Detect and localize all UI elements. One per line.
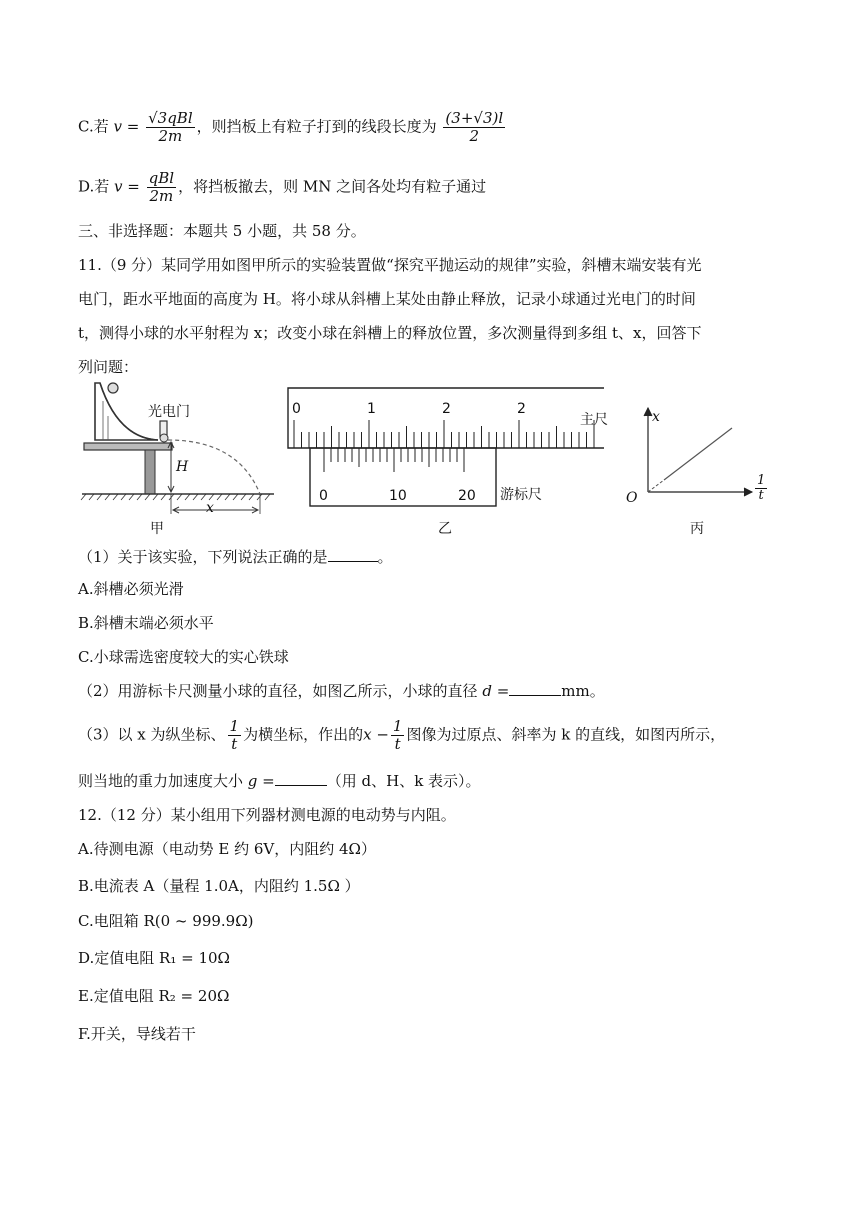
caption-jia: 甲 — [150, 521, 164, 537]
q12-item-f: F.开关，导线若干 — [78, 1025, 196, 1043]
option-c: C.若 v = $\frac{\text{√3qBl}}{2m}$ ，则挡板上有粒子打到的线段长度为 $\frac{(3+√3)l}{2}$ — [78, 109, 504, 145]
q11-option-a: A.斜槽必须光滑 — [78, 580, 184, 598]
q11-part3-line2: 则当地的重力加速度大小 g = （用 d、H、k 表示）。 — [78, 772, 481, 790]
q12-item-d: D.定值电阻 R₁ = 10Ω — [78, 949, 230, 967]
fraction-v-c: $\frac{\text{√3qBl}}{2m}$ — [148, 109, 193, 145]
section-heading: 三、非选择题：本题共 5 小题，共 58 分。 — [78, 222, 366, 240]
vernier-num-10: 10 — [389, 488, 407, 504]
q12-item-c: C.电阻箱 R(0 ~ 999.9Ω) — [78, 912, 254, 930]
option-d: D.若 v = $\frac{\text{qBl}}{2m}$ ，将挡板撤去，则 MN 之间各处均有粒子通过 — [78, 169, 487, 205]
main-num-1: 1 — [367, 401, 376, 417]
q11-option-b: B.斜槽末端必须水平 — [78, 614, 214, 632]
figure-jia — [78, 376, 278, 536]
fit-line — [664, 428, 732, 480]
figure-bing — [630, 400, 770, 510]
q11-option-c: C.小球需选密度较大的实心铁球 — [78, 648, 289, 666]
q12-item-b: B.电流表 A（量程 1.0A，内阻约 1.5Ω ） — [78, 877, 360, 895]
fraction-length: $\frac{(3+√3)l}{2}$ — [445, 109, 504, 145]
vernier-num-20: 20 — [458, 488, 476, 504]
graph-origin: O — [626, 490, 638, 506]
q12-item-a: A.待测电源（电动势 E 约 6V，内阻约 4Ω） — [78, 840, 376, 858]
main-num-2: 2 — [442, 401, 451, 417]
fraction-1-over-t: $\frac{1}{t}$ — [229, 717, 240, 753]
graph-x-label: 1 t — [757, 473, 766, 503]
q11-line2: 电门，距水平地面的高度为 H。将小球从斜槽上某处由静止释放，记录小球通过光电门的时间 — [78, 290, 696, 308]
vernier-num-0: 0 — [319, 488, 328, 504]
height-label: H — [176, 459, 189, 475]
range-label: x — [206, 500, 214, 516]
vernier-label: 游标尺 — [500, 487, 542, 503]
q11-part1: （1）关于该实验，下列说法正确的是 。 — [78, 548, 393, 566]
answer-blank-3[interactable] — [275, 771, 327, 786]
fraction-v-d: $\frac{\text{qBl}}{2m}$ — [148, 169, 175, 205]
main-scale-label: 主尺 — [580, 412, 608, 428]
answer-blank-2[interactable] — [509, 681, 561, 696]
q11-part2: （2）用游标卡尺测量小球的直径，如图乙所示，小球的直径 d = mm。 — [78, 682, 605, 700]
photogate-label: 光电门 — [148, 404, 190, 420]
q11-line3: t，测得小球的水平射程为 x；改变小球在斜槽上的释放位置，多次测量得到多组 t、x，回答下 — [78, 324, 702, 342]
fraction-1-over-t-2: $\frac{1}{t}$ — [392, 717, 403, 753]
q12-line1: 12.（12 分）某小组用下列器材测电源的电动势与内阻。 — [78, 806, 456, 824]
q12-item-e: E.定值电阻 R₂ = 20Ω — [78, 987, 230, 1005]
q11-line4: 列问题： — [78, 358, 139, 376]
table — [84, 443, 172, 450]
answer-blank-1[interactable] — [328, 547, 378, 562]
graph-y-label: x — [652, 409, 660, 425]
caption-yi: 乙 — [438, 521, 452, 537]
q11-part3: （3）以 x 为纵坐标、 $\frac{1}{t}$ 为横坐标，作出的x − $\frac{1}{t}$ 图像为过原点、斜率为 k 的直线，如图丙所示， — [78, 717, 726, 753]
main-num-0: 0 — [292, 401, 301, 417]
q11-line1: 11.（9 分）某同学用如图甲所示的实验装置做“探究平抛运动的规律”实验，斜槽末端安装有光 — [78, 256, 702, 274]
ball — [108, 383, 118, 393]
main-num-3: 2 — [517, 401, 526, 417]
caption-bing: 丙 — [690, 521, 704, 537]
